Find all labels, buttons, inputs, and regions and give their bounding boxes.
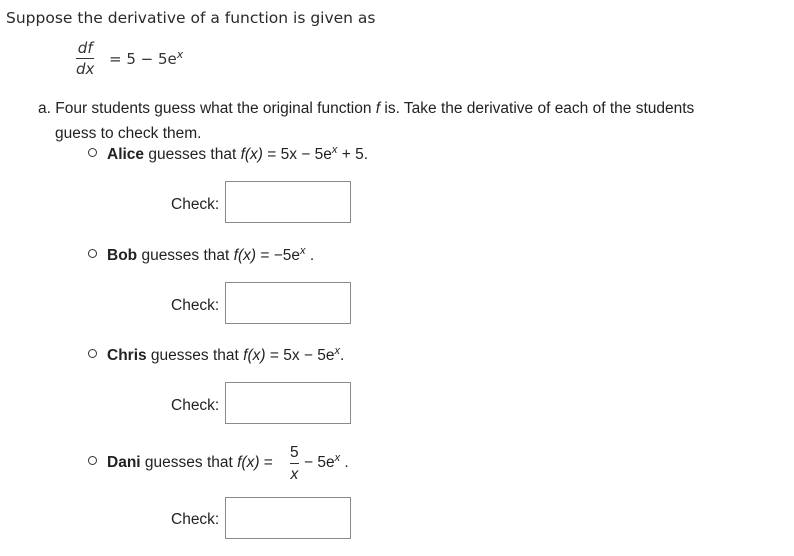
check-input-dani[interactable]: [225, 497, 351, 539]
derivative-denominator: dx: [76, 60, 95, 78]
part-a-f: f: [375, 100, 381, 117]
exponent: x: [334, 452, 341, 464]
check-input-alice[interactable]: [225, 181, 351, 223]
student-name: Alice: [107, 146, 145, 163]
derivative-exponent: x: [176, 48, 184, 61]
student-dani: [88, 454, 273, 472]
check-input-chris[interactable]: [225, 382, 351, 424]
fraction-numerator: 5: [290, 444, 299, 461]
guess-text: guesses that: [140, 454, 238, 471]
derivative-fraction: [76, 41, 94, 77]
check-label-alice: Check:: [171, 196, 220, 213]
expression-end: .: [339, 347, 345, 364]
function-label: f(x): [243, 347, 266, 364]
expression: = 5x − 5e: [265, 347, 335, 364]
check-label-bob: Check:: [171, 297, 220, 314]
function-label: f(x): [233, 247, 257, 264]
expression-end: .: [340, 454, 349, 471]
bullet-icon: [88, 249, 97, 258]
check-label-dani: Check:: [171, 511, 220, 528]
part-a-line1: a. Four students guess what the original function: [38, 100, 376, 117]
function-label: f(x): [237, 454, 260, 471]
exponent: x: [331, 144, 338, 156]
fraction-bar: [290, 463, 299, 464]
fraction-denominator: x: [290, 465, 299, 483]
derivative-numerator: df: [77, 39, 93, 57]
guess-text: guesses that: [146, 347, 244, 364]
student-alice: [88, 146, 368, 164]
student-bob: [88, 247, 314, 265]
fraction-bar: [76, 58, 94, 59]
expression-end: + 5.: [337, 146, 369, 163]
expression: = 5x − 5e: [262, 146, 332, 163]
part-a-instructions: [38, 96, 778, 146]
exponent: x: [334, 345, 340, 357]
part-a-line1-end: is. Take the derivative of each of the students: [380, 100, 695, 117]
bullet-icon: [88, 349, 97, 358]
derivative-rhs-text: = 5 − 5e: [109, 50, 177, 68]
dani-fraction: [290, 445, 299, 482]
intro-text: Suppose the derivative of a function is given as: [6, 9, 376, 27]
student-name: Dani: [107, 454, 141, 471]
expression: − 5e: [304, 454, 335, 471]
equals-sign: =: [259, 454, 273, 471]
bullet-icon: [88, 148, 97, 157]
dani-expression-tail: [304, 454, 349, 472]
student-chris: [88, 347, 344, 365]
expression: = −5e: [256, 247, 301, 264]
check-label-chris: Check:: [171, 397, 220, 414]
student-name: Bob: [107, 247, 138, 264]
function-label: f(x): [240, 146, 263, 163]
guess-text: guesses that: [137, 247, 234, 264]
guess-text: guesses that: [144, 146, 241, 163]
bullet-icon: [88, 456, 97, 465]
check-input-bob[interactable]: [225, 282, 351, 324]
derivative-rhs: [109, 50, 183, 68]
exponent: x: [300, 245, 306, 257]
student-name: Chris: [107, 347, 147, 364]
expression-end: .: [305, 247, 315, 264]
part-a-line2: guess to check them.: [55, 125, 202, 142]
